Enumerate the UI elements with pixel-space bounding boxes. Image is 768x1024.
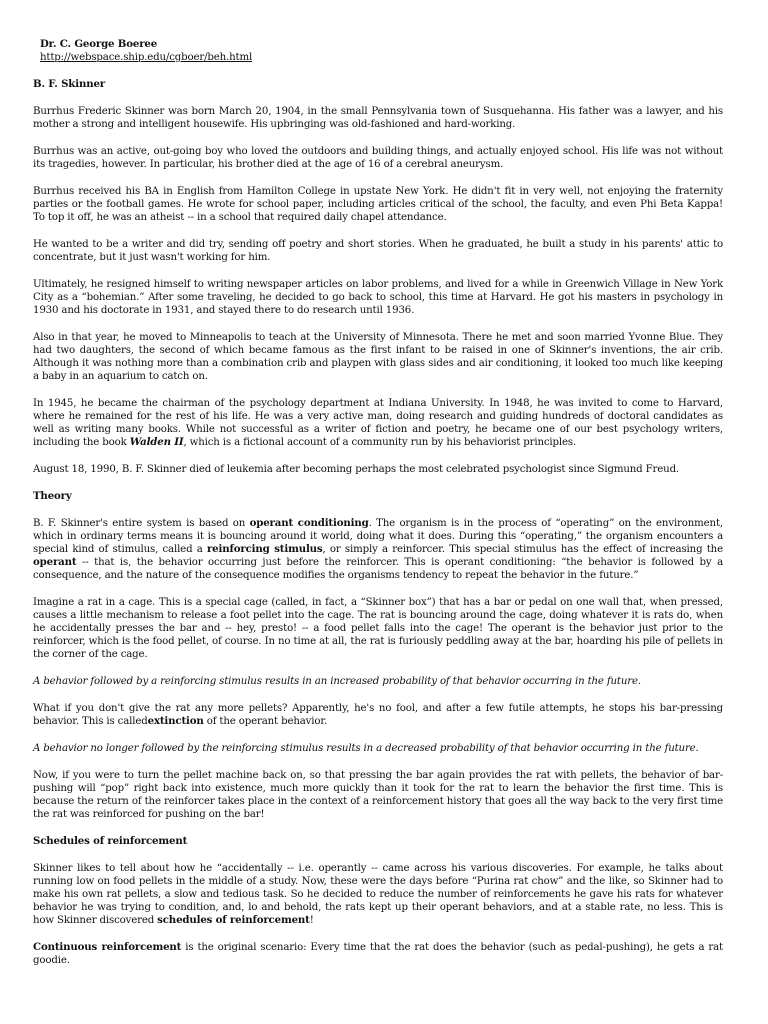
text-run: is the original scenario: Every time that the rat does the behavior (such as pedal-pushing), he gets a rat goodie. <box>33 942 724 966</box>
theory-paragraph-extinction <box>33 702 723 728</box>
bio-paragraph-minnesota: Also in that year, he moved to Minneapolis to teach at the University of Minnesota. There he met and soon married Yvonne Blue. They had two daughters, the second of which became famous as the first infant to be raised in one of Skinner's inventions, the air crib. Although it was nothing more than a combination crib and playpen with glass sides and air conditioning, it looked too much like keeping a baby in an aquarium to catch on. <box>33 332 723 382</box>
principle-reinforcement <box>33 675 723 688</box>
schedules-paragraph-discovery <box>33 862 723 927</box>
term-operant: operant <box>33 556 77 568</box>
book-title: Walden II <box>129 436 184 448</box>
bio-paragraph-death: August 18, 1990, B. F. Skinner died of leukemia after becoming perhaps the most celebrated psychologist since Sigmund Freud. <box>33 464 680 475</box>
bio-paragraph-writer: He wanted to be a writer and did try, sending off poetry and short stories. When he graduated, he built a study in his parents' attic to concentrate, but it just wasn't working for him. <box>33 239 723 263</box>
section-heading-schedules: Schedules of reinforcement <box>33 835 188 847</box>
text-run: ! <box>309 915 314 926</box>
bio-paragraph-indiana <box>33 397 723 449</box>
term-operant-conditioning: operant conditioning <box>249 517 369 529</box>
schedules-paragraph-continuous <box>33 941 723 967</box>
bio-paragraph-birth: Burrhus Frederic Skinner was born March 20, 1904, in the small Pennsylvania town of Susquehanna. His father was a lawyer, and his mother a strong and intelligent housewife. His upbringing was old-fashioned and hard-working. <box>33 106 723 130</box>
term-continuous-reinforcement: Continuous reinforcement <box>33 941 182 953</box>
source-url-link[interactable]: http://webspace.ship.edu/cgboer/beh.html <box>40 52 253 63</box>
term-reinforcing-stimulus: reinforcing stimulus <box>206 543 323 555</box>
theory-paragraph-operant <box>33 517 723 582</box>
principle-text: A behavior no longer followed by the reinforcing stimulus results in a decreased probability of that behavior occurring in the future. <box>33 743 699 754</box>
text-run: of the operant behavior. <box>203 716 328 727</box>
term-extinction: extinction <box>147 715 204 727</box>
principle-text: A behavior followed by a reinforcing stimulus results in an increased probability of that behavior occurring in the future. <box>33 676 641 687</box>
theory-paragraph-skinner-box: Imagine a rat in a cage. This is a special cage (called, in fact, a “Skinner box”) that has a bar or pedal on one wall that, when pressed, causes a little mechanism to release a foot pellet into the cage. The rat is bouncing around the cage, doing whatever it is rats do, when he accidentally presses the bar and -- hey, presto! -- a food pellet falls into the cage! The operant is the behavior just prior to the reinforcer, which is the food pellet, of course. In no time at all, the rat is furiously peddling away at the bar, hoarding his pile of pellets in the corner of the cage. <box>33 597 723 660</box>
text-run: -- that is, the behavior occurring just before the reinforcer. This is operant conditioning: “the behavior is followed by a consequence, and the nature of the consequence modifies the organisms tendency to repeat the behavior in the future.” <box>33 557 723 581</box>
principle-extinction <box>33 742 723 755</box>
bio-paragraph-childhood: Burrhus was an active, out-going boy who loved the outdoors and building things, and actually enjoyed school. His life was not without its tragedies, however. In particular, his brother died at the age of 16 of a cerebral aneurysm. <box>33 146 723 170</box>
term-schedules: schedules of reinforcement <box>157 914 310 926</box>
bio-paragraph-harvard: Ultimately, he resigned himself to writing newspaper articles on labor problems, and lived for a while in Greenwich Village in New York City as a “bohemian.” After some traveling, he decided to go back to school, this time at Harvard. He got his masters in psychology in 1930 and his doctorate in 1931, and stayed there to do research until 1936. <box>33 279 723 316</box>
text-run: , which is a fictional account of a community run by his behaviorist principles. <box>183 437 577 448</box>
document-page <box>33 38 723 967</box>
text-run: . The organism is in the process of “operating” on the environment, which in ordinary terms means it is bouncing around it world, doing what it does. During this “operating,” the organism encounters a special kind of stimulus, called a <box>33 518 724 555</box>
text-run: B. F. Skinner's entire system is based on <box>33 518 250 529</box>
text-run: Skinner likes to tell about how he “accidentally -- i.e. operantly -- came across his various discoveries. For example, he talks about running low on food pellets in the middle of a study. Now, these were the days before “Purina rat chow” and the like, so Skinner had to make his own rat pellets, a slow and tedious task. So he decided to reduce the number of reinforcements he gave his rats for whatever behavior he was trying to condition, and, lo and behold, the rats kept up their operant behaviors, and at a stable rate, no less. This is how Skinner discovered <box>33 863 723 926</box>
author-name: Dr. C. George Boeree <box>40 38 158 50</box>
theory-paragraph-reinforcement-history: Now, if you were to turn the pellet machine back on, so that pressing the bar again provides the rat with pellets, the behavior of bar-pushing will “pop” right back into existence, much more quickly than it took for the rat to learn the behavior the first time. This is because the return of the reinforcer takes place in the context of a reinforcement history that goes all the way back to the very first time the rat was reinforced for pushing on the bar! <box>33 770 723 820</box>
text-run: In 1945, he became the chairman of the psychology department at Indiana University. In 1948, he was invited to come to Harvard, where he remained for the rest of his life. He was a very active man, doing research and guiding hundreds of doctoral candidates as well as writing many books. While not successful as a writer of fiction and poetry, he became one of our best psychology writers, including the book <box>33 398 723 448</box>
text-run: What if you don't give the rat any more pellets? Apparently, he's no fool, and after a few futile attempts, he stops his bar-pressing behavior. This is called <box>33 703 723 727</box>
page-title: B. F. Skinner <box>33 78 106 90</box>
bio-paragraph-college: Burrhus received his BA in English from Hamilton College in upstate New York. He didn't fit in very well, not enjoying the fraternity parties or the football games. He wrote for school paper, including articles critical of the school, the faculty, and even Phi Beta Kappa! To top it off, he was an atheist -- in a school that required daily chapel attendance. <box>33 186 723 223</box>
text-run: , or simply a reinforcer. This special stimulus has the effect of increasing the <box>322 544 723 555</box>
section-heading-theory: Theory <box>33 490 72 502</box>
